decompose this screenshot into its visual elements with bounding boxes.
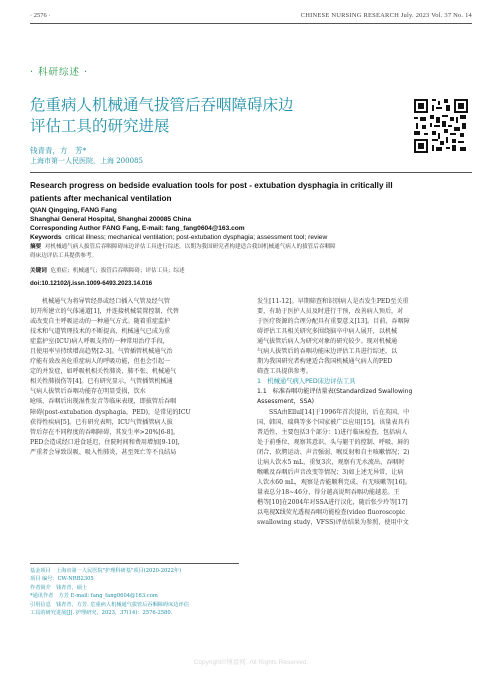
body-line: 国、韩国、瑞典等多个国家被广泛应用[15]。该量表具有: [257, 418, 410, 426]
body-line: 让病人饮水5 mL，重复3次，观察有无水流出、吞咽时: [257, 458, 405, 466]
section-heading: Assessment，SSA): [257, 398, 315, 406]
body-line: 呛咳，吞咽后出现湿性发音等临床表现，即拔管后吞咽: [30, 398, 177, 406]
body-line: 严重者会导致误吸、吸入性肺炎，甚至死亡等不良结局: [30, 448, 177, 456]
running-head: [30, 9, 472, 23]
keywords-cn-text: 危重症；机械通气；拔管后吞咽障碍；评估工具；综述: [50, 268, 185, 274]
article-title-en: [30, 180, 472, 205]
section-heading: 1.1 标准吞咽功能评估量表(Standardized Swallowing: [257, 388, 413, 396]
body-line: 障碍(post-extubation dysphagia，PED)，是常见的ICU: [30, 408, 191, 416]
authors-cn: 钱青青，方 芳*: [30, 146, 87, 155]
keywords-cn: [30, 266, 472, 274]
body-line: swallowing study，VFSS)评估结果为参照，使用中文: [257, 519, 409, 527]
copyright-watermark: Copyright©博看网. All Rights Reserved.: [193, 659, 309, 666]
header-rule: [30, 23, 472, 24]
abstract: [30, 243, 472, 261]
doi-line: [30, 280, 152, 287]
article-title-cn: [30, 95, 370, 137]
body-line: 量表总分18~46分，得分越高说明吞咽功能越差。王: [257, 488, 400, 496]
section-heading: 1 机械通气病人PED床边评估工具: [257, 378, 356, 386]
body-line: 以电视X线荧光透视吞咽功能检查(video fluoroscopic: [257, 508, 406, 516]
body-line: 且使用率呈持续增高趋势[2-3]。气管插管机械通气治: [30, 348, 173, 356]
body-line: 定的并发症，如呼吸机相关性肺炎、肺不张、机械通气: [30, 368, 177, 376]
qr-code-icon: [412, 97, 470, 155]
body-line: 于医疗资源的合理分配具有重要意义[13]。目前，吞咽障: [257, 318, 410, 326]
body-line: 技术和气道管理技术的不断提高，机械通气已成为重: [30, 328, 171, 336]
footnote-line: 作者简介 钱青青，硕士: [30, 584, 88, 591]
body-line: 普适性，主要包括3个部分：1)进行临床检查，包括病人: [257, 428, 408, 436]
abstract-text: 碍床边评估工具提供参考。: [30, 253, 98, 259]
keywords-en-label: Keywords: [30, 234, 62, 241]
body-line: 症监护室(ICU)病人呼吸支持的一种常用治疗手段，: [30, 338, 169, 346]
footnote-line: 引用信息 钱青青，方芳. 危重病人机械通气拔管后吞咽障碍床边评估: [30, 601, 189, 608]
body-line: 筛查工具提供参考。: [257, 368, 312, 376]
body-column-right: [257, 297, 466, 528]
footnote-line: 工具的研究进展[J]. 护理研究，2023，37(14)：2576-2580.: [30, 610, 173, 617]
keywords-en-text: critical illness; mechanical ventilation; post-extubation dysphagia; assessment tool; review: [65, 234, 328, 241]
abstract-label: 摘要: [30, 244, 42, 250]
affiliation-en: Shanghai General Hospital, Shanghai 200085 China: [30, 216, 192, 223]
doi-label: doi:: [30, 280, 42, 287]
title-line: 危重病人机械通气拔管后吞咽障碍床边: [30, 96, 294, 114]
section-tag: · 科研综述 ·: [30, 67, 89, 78]
body-column-left: [30, 297, 239, 458]
body-line: 切开所建立的气体通道[1]，并连接机械装置控制、代替: [30, 308, 179, 316]
body-line: 通气拔管后病人为研究对象的研究较少。现对机械通: [257, 338, 398, 346]
page-number: · 2576 ·: [30, 12, 51, 19]
abstract-text: 对机械通气病人拔管后吞咽障碍床边评估工具进行综述，以期为我国研究者构建适合我国机械通气病人的拔管后吞咽障: [44, 244, 336, 250]
body-line: 期为我国研究者构建适合我国机械通气病人的PED: [257, 358, 393, 366]
affiliation-cn: 上海市第一人民医院，上海 200085: [30, 157, 143, 165]
authors-en: QIAN Qingqing, FANG Fang: [30, 207, 117, 214]
body-line: 获得性疾病[5]。已有研究表明，ICU气管插管病人拔: [30, 418, 173, 426]
body-line: PED会造成经口进食延迟，住院时间和费用增加[9-10]，: [30, 438, 184, 446]
body-line: 管后存在不同程度的吞咽障碍，其发生率>20%[6-8]。: [30, 428, 179, 436]
body-line: 闭合、软腭运动、声音强弱、喉反射和自主咳嗽情况；2): [257, 448, 410, 456]
body-line: 要，有助于医护人员及时进行干预，改善病人预后，对: [257, 308, 404, 316]
footnote-line: *通讯作者 方芳 E-mail: fang_fang0604@163.com: [30, 593, 158, 600]
body-line: 或改变自主呼吸运动的一种通气方式。随着重症监护: [30, 318, 171, 326]
doi-value: 10.12102/j.issn.1009-6493.2023.14.016: [41, 280, 153, 287]
footnote-line: 项目 编号：CW-NRB2305: [30, 576, 94, 583]
corresponding-author: Corresponding Author FANG Fang, E-mail: fang_fang0604@163.com: [30, 225, 245, 232]
body-line: 人饮水60 mL，观察是否能顺利完成、有无咳嗽等[16]。: [257, 478, 411, 486]
title-rule: [30, 172, 472, 173]
body-line: 疗能有效改善危重症病人的呼吸功能，但也会引起一: [30, 358, 171, 366]
title-line: 评估工具的研究进展: [30, 117, 170, 135]
keywords-cn-label: 关键词: [30, 268, 47, 274]
body-line: 喉嗽及吞咽后声音改变等情况；3)如上述无异常，让病: [257, 468, 404, 476]
body-line: 处于前垂位、观察其意识、头与躯干的控制、呼吸、唇的: [257, 438, 410, 446]
body-line: 气病人拔管后吞咽功能存在明显受损，饮水: [30, 388, 146, 396]
body-line: 发生[11-12]。早期筛查和识别病人是否发生PED至关重: [257, 298, 409, 305]
keywords-en: [30, 233, 472, 242]
body-line: 相关性肺损伤等[4]。已有研究显示，气管插管机械通: [30, 378, 173, 386]
article-footnote: [30, 563, 239, 617]
title-line: patients after mechanical ventilation: [30, 193, 172, 203]
footnote-line: 基金项目 上海市第一人民医院"护理科研基"项目(2020-2022年): [30, 568, 182, 574]
body-line: SSA由Ellul[14]于1996年首次提出，后在英国、中: [269, 408, 410, 416]
body-line: 气病人拔管后的吞咽功能床边评估工具进行综述，以: [257, 348, 398, 356]
title-line: Research progress on bedside evaluation tools for post - extubation dysphagia in critically ill: [30, 181, 393, 190]
body-line: 楷等[10]在2004年对SSA进行汉化，随后张少玲等[17]: [257, 498, 408, 506]
journal-info: CHINESE NURSING RESEARCH July. 2023 Vol. 37 No. 14: [300, 12, 472, 19]
body-line: 碍评估工具相关研究多围绕脑卒中病人展开，以机械: [257, 328, 398, 336]
body-line: 机械通气为将导管经鼻或经口插入气管及经气管: [42, 298, 170, 305]
